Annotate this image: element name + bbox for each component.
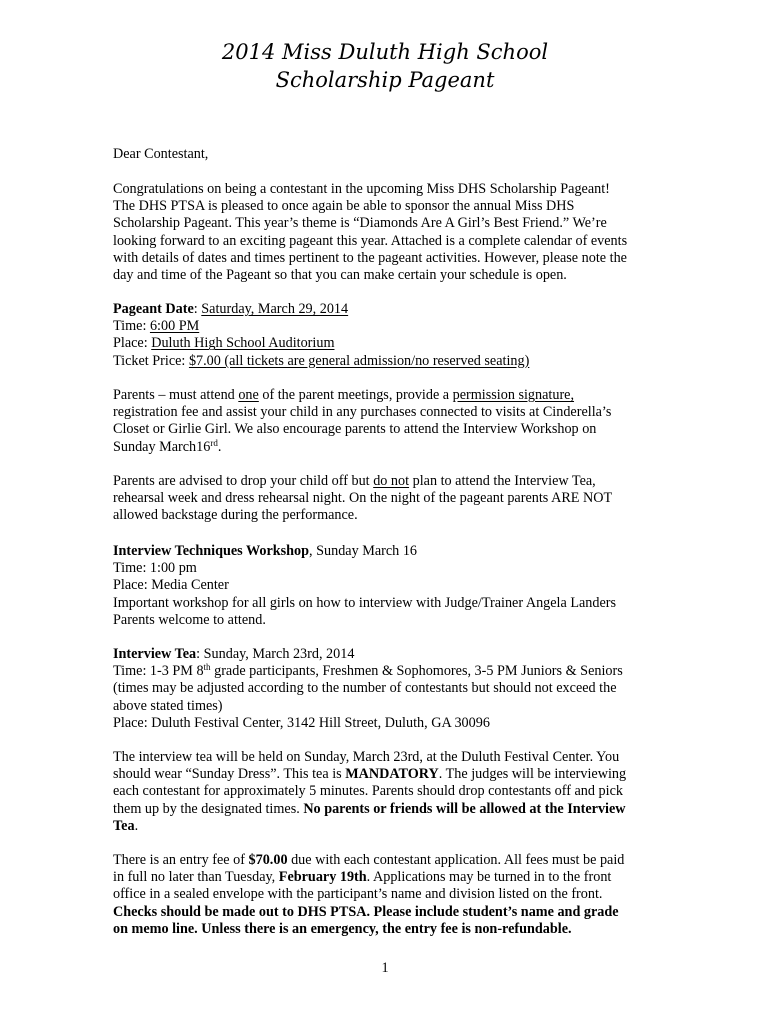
salutation: Dear Contestant, — [113, 146, 209, 162]
document-subtitle: Scholarship Pageant — [275, 68, 495, 92]
pageant-ticket-price: Ticket Price: $7.00 (all tickets are general admission/no reserved seating) — [113, 352, 530, 369]
tea-details-paragraph: The interview tea will be held on Sunday, March 23rd, at the Duluth Festival Center. You should wear “Sunday Dress”. This tea is MANDATORY. The judges will be interviewing each contestant for approximately 5 minutes. Parents should drop contestants off and pick them up by the designated times. No parents or friends will be allowed at the Interview Tea. — [113, 749, 627, 834]
drop-off-paragraph: Parents are advised to drop your child off but do not plan to attend the Interview Tea, rehearsal week and dress rehearsal night. On the night of the pageant parents ARE NOT allowed backstage during the performance. — [113, 473, 613, 524]
parents-paragraph: Parents – must attend one of the parent meetings, provide a permission signature, registration fee and assist your child in any purchases connected to visits at Cinderella’s Closet or Girlie Girl. We also encourage parents to attend the Interview Workshop on Sunday March16rd. — [113, 387, 612, 455]
pageant-place: Place: Duluth High School Auditorium — [113, 335, 335, 352]
intro-paragraph: Congratulations on being a contestant in the upcoming Miss DHS Scholarship Pageant! The DHS PTSA is pleased to once again be able to sponsor the annual Miss DHS Scholarship Pageant. This year’s theme is “Diamonds Are A Girl’s Best Friend.” We’re looking forward to an exciting pageant this year. Attached is a complete calendar of events with details of dates and times pertinent to the pageant activities. However, please note the day and time of the Pageant so that you can make certain your schedule is open. — [113, 181, 628, 284]
pageant-time: Time: 6:00 PM — [113, 318, 200, 335]
page-number: 1 — [381, 960, 389, 976]
pageant-date: Pageant Date: Saturday, March 29, 2014 — [113, 301, 349, 317]
workshop-heading: Interview Techniques Workshop, Sunday March 16 — [113, 543, 418, 559]
pageant-details — [113, 301, 683, 370]
interview-tea-section: Interview Tea: Sunday, March 23rd, 2014 Time: 1-3 PM 8th grade participants, Freshmen & Sophomores, 3-5 PM Juniors & Seniors (times may be adjusted according to the number of contestants but should not exceed the above stated times) Place: Duluth Festival Center, 3142 Hill Street, Duluth, GA 30096 — [113, 646, 683, 732]
entry-fee-paragraph: There is an entry fee of $70.00 due with each contestant application. All fees must be paid in full no later than Tuesday, February 19th. Applications may be turned in to the front office in a sealed envelope with the participant’s name and division listed on the front. Checks should be made out to DHS PTSA. Please include student’s name and grade on memo line. Unless there is an emergency, the entry fee is non-refundable. — [113, 852, 625, 937]
tea-heading: Interview Tea: Sunday, March 23rd, 2014 — [113, 646, 355, 662]
document-title: 2014 Miss Duluth High School — [221, 40, 549, 64]
workshop-section: Interview Techniques Workshop, Sunday March 16 Time: 1:00 pm Place: Media Center Important workshop for all girls on how to interview with Judge/Trainer Angela Landers Parents welcome to attend. — [113, 543, 683, 629]
